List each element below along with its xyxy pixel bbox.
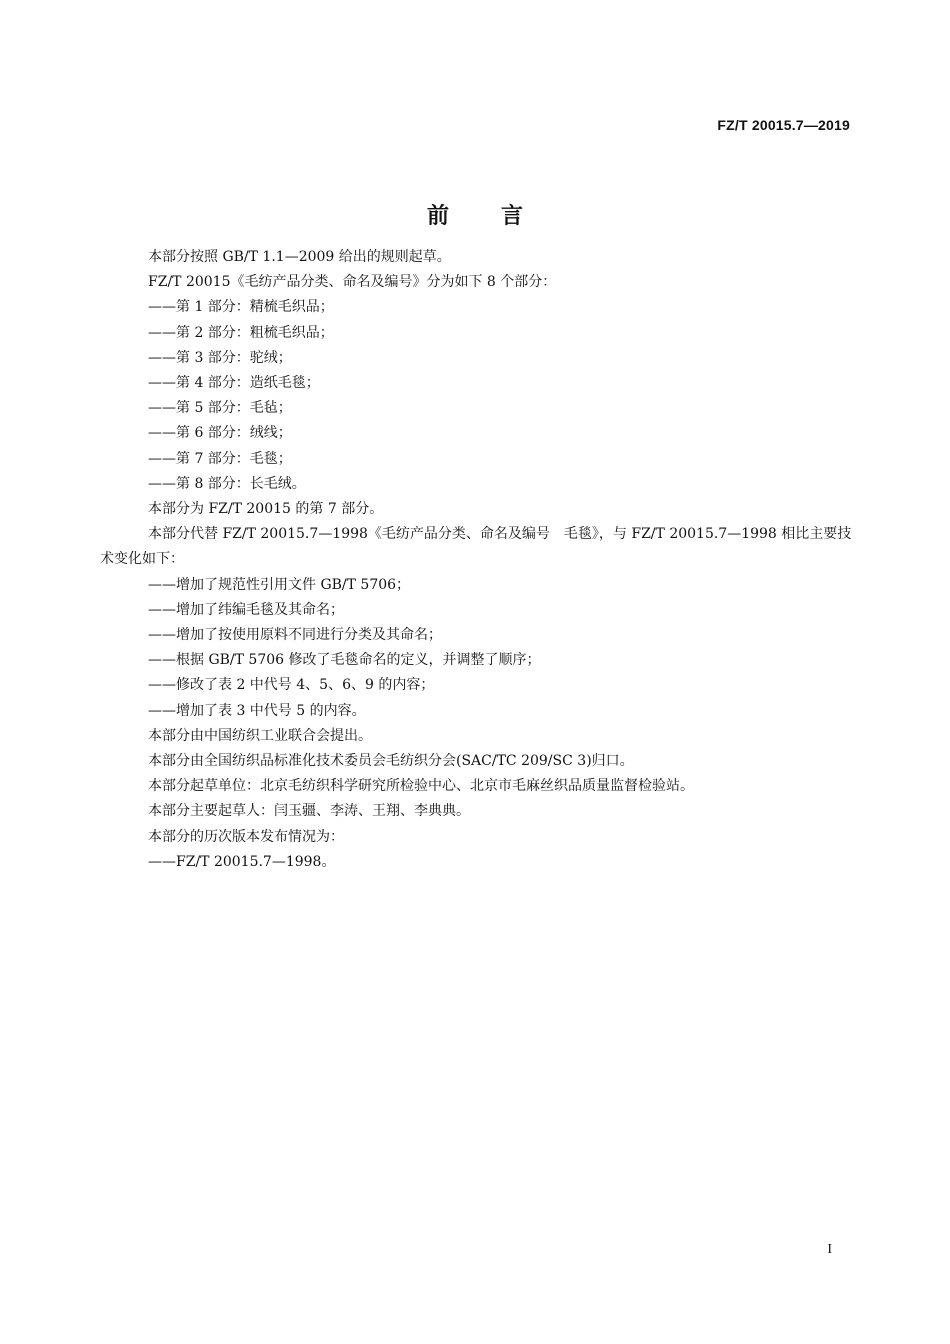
list-item-change: ——增加了纬编毛毯及其命名； bbox=[148, 601, 344, 618]
list-item-part: ——第 7 部分：毛毯； bbox=[148, 450, 292, 467]
paragraph-drafting-rules: 本部分按照 GB/T 1.1—2009 给出的规则起草。 bbox=[148, 249, 451, 265]
paragraph-drafting-units: 本部分起草单位：北京毛纺织科学研究所检验中心、北京市毛麻丝织品质量监督检验站。 bbox=[148, 778, 694, 795]
paragraph-replacement: 本部分代替 FZ/T 20015.7—1998《毛纺产品分类、命名及编号 毛毯》，与 FZ/T 20015.7—1998 相比主要技术变化如下： bbox=[100, 526, 852, 568]
list-item-change: ——修改了表 2 中代号 4、5、6、9 的内容； bbox=[148, 677, 435, 694]
paragraph-part-number: 本部分为 FZ/T 20015 的第 7 部分。 bbox=[148, 501, 384, 518]
paragraph-drafters: 本部分主要起草人：闫玉疆、李涛、王翔、李典典。 bbox=[148, 803, 470, 820]
list-item-change: ——增加了规范性引用文件 GB/T 5706； bbox=[148, 576, 411, 593]
foreword-body bbox=[100, 245, 852, 875]
paragraph-history-intro: 本部分的历次版本发布情况为： bbox=[148, 828, 344, 845]
paragraph-proposer: 本部分由中国纺织工业联合会提出。 bbox=[148, 727, 372, 744]
list-item-part: ——第 2 部分：粗梳毛织品； bbox=[148, 324, 334, 341]
list-item-part: ——第 1 部分：精梳毛织品； bbox=[148, 299, 334, 316]
list-item-change: ——根据 GB/T 5706 修改了毛毯命名的定义，并调整了顺序； bbox=[148, 652, 541, 669]
list-item-history: ——FZ/T 20015.7—1998。 bbox=[148, 853, 336, 870]
list-item-change: ——增加了表 3 中代号 5 的内容。 bbox=[148, 702, 366, 719]
page-number: I bbox=[827, 1242, 832, 1257]
list-item-part: ——第 8 部分：长毛绒。 bbox=[148, 475, 306, 492]
list-item-part: ——第 5 部分：毛毡； bbox=[148, 400, 292, 417]
list-item-part: ——第 4 部分：造纸毛毯； bbox=[148, 375, 320, 392]
list-item-change: ——增加了按使用原料不同进行分类及其命名； bbox=[148, 627, 442, 644]
paragraph-committee: 本部分由全国纺织品标准化技术委员会毛纺织分会(SAC/TC 209/SC 3)归口。 bbox=[148, 753, 634, 770]
list-item-part: ——第 6 部分：绒线； bbox=[148, 425, 292, 442]
standard-code: FZ/T 20015.7—2019 bbox=[717, 117, 850, 133]
list-item-part: ——第 3 部分：驼绒； bbox=[148, 349, 292, 366]
page-title: 前言 bbox=[426, 204, 575, 229]
paragraph-parts-intro: FZ/T 20015《毛纺产品分类、命名及编号》分为如下 8 个部分： bbox=[148, 274, 557, 291]
